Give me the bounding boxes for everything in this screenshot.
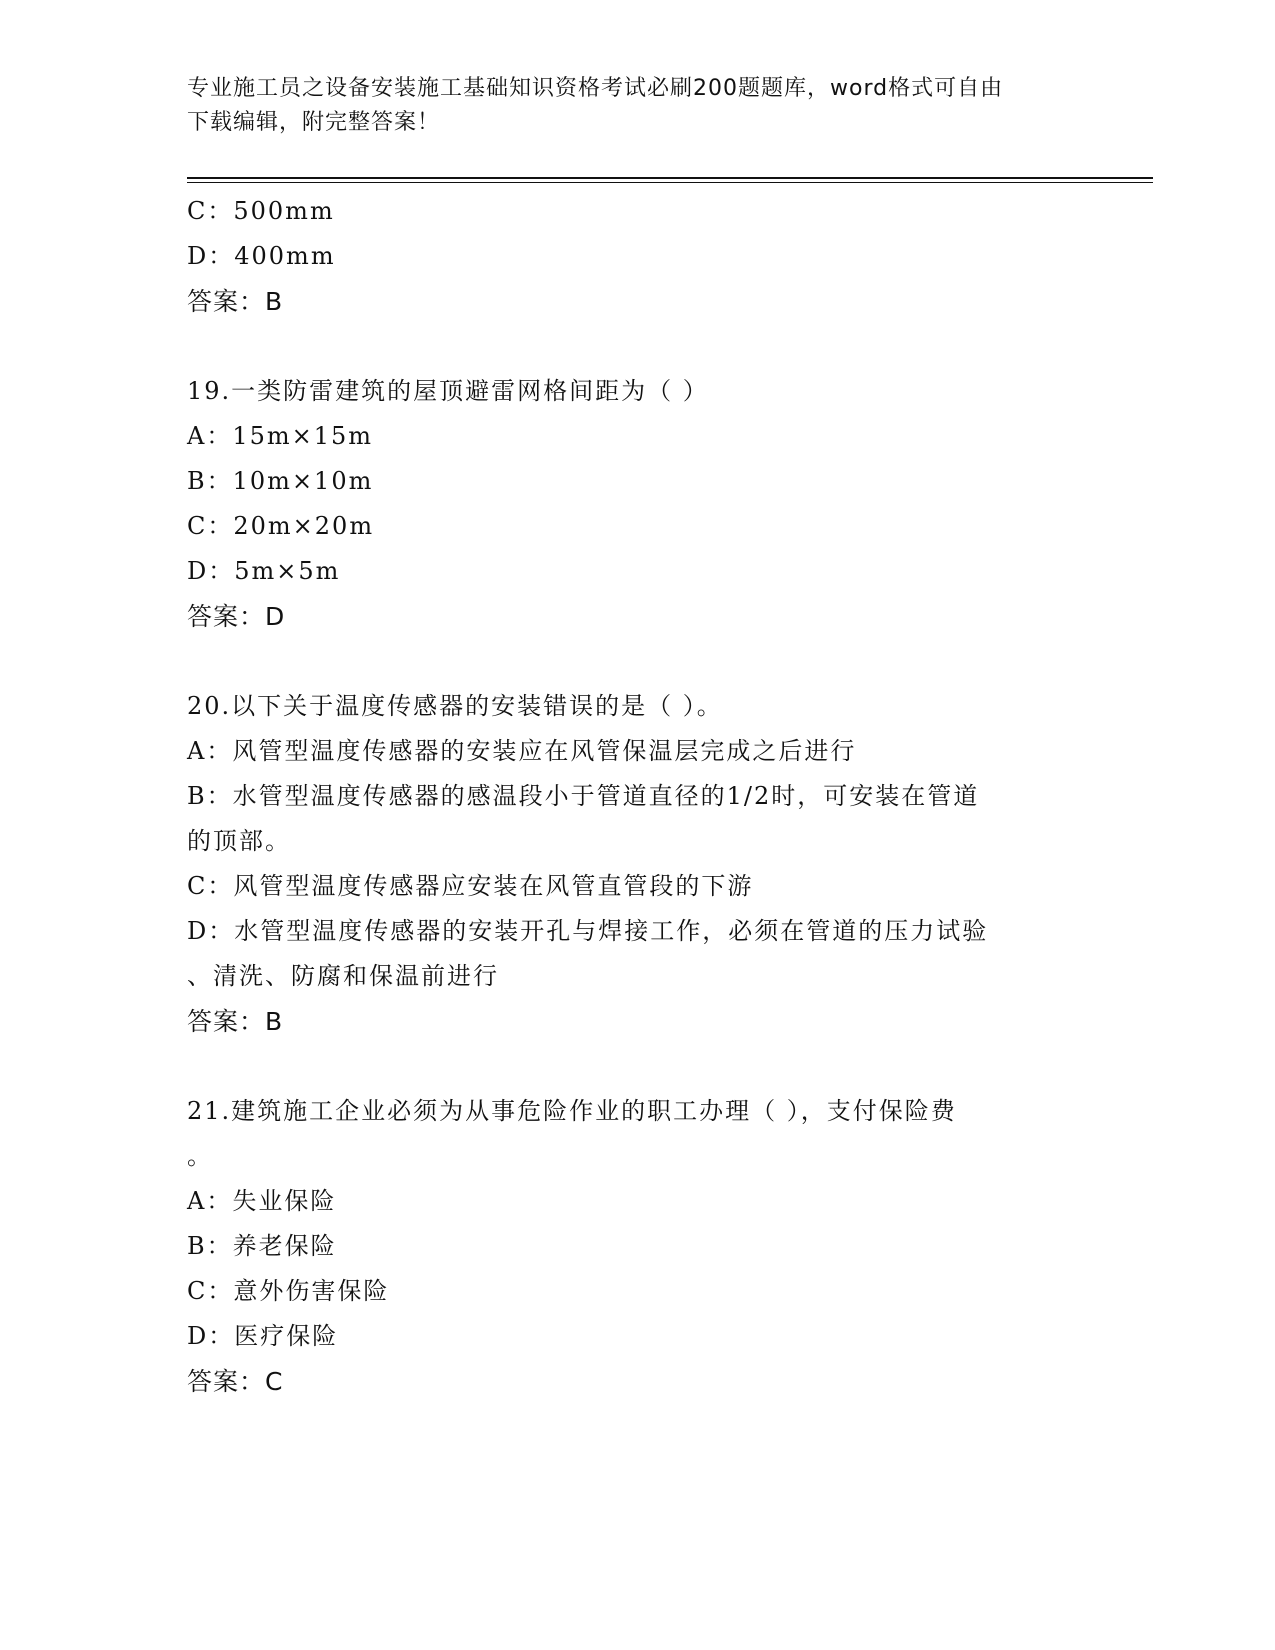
- option-label: A：: [187, 1187, 233, 1215]
- option-text: 5m×5m: [234, 557, 341, 585]
- option-text: 10m×10m: [232, 467, 374, 495]
- option-label: D：: [187, 1322, 235, 1350]
- answer: 答案：C: [187, 1367, 284, 1396]
- option-label: C：: [187, 872, 234, 900]
- option-label: D：: [187, 242, 235, 270]
- option-text: 400mm: [234, 242, 336, 270]
- option-b: [187, 1224, 1087, 1269]
- option-label: D：: [187, 557, 235, 585]
- answer: 答案：B: [187, 287, 284, 316]
- option-d: [187, 549, 1087, 594]
- option-text: 养老保险: [232, 1232, 337, 1260]
- option-label: C：: [187, 1277, 234, 1305]
- option-text: 15m×15m: [232, 422, 374, 450]
- option-text: 水管型温度传感器的感温段小于管道直径的1/2时，可安装在管道: [232, 782, 980, 810]
- option-a: [187, 1179, 1087, 1224]
- option-label: B：: [187, 1232, 233, 1260]
- option-text: 水管型温度传感器的安装开孔与焊接工作，必须在管道的压力试验: [234, 917, 989, 945]
- question-18-tail: [187, 189, 1087, 324]
- option-c: [187, 189, 1087, 234]
- option-a: [187, 729, 1087, 774]
- answer: 答案：D: [187, 602, 286, 631]
- question-20: [187, 684, 1087, 1044]
- option-d: [187, 1314, 1087, 1359]
- option-text: 风管型温度传感器的安装应在风管保温层完成之后进行: [232, 737, 857, 765]
- question-21: [187, 1089, 1087, 1404]
- question-stem-continued: 。: [187, 1142, 213, 1170]
- question-stem: 19.一类防雷建筑的屋顶避雷网格间距为（ ）: [187, 377, 709, 405]
- option-text: 医疗保险: [234, 1322, 339, 1350]
- option-c: [187, 1269, 1087, 1314]
- option-text: 500mm: [233, 197, 335, 225]
- option-label: B：: [187, 467, 233, 495]
- option-c: [187, 864, 1087, 909]
- option-b-continued: 的顶部。: [187, 827, 291, 855]
- question-list: [187, 189, 1087, 1404]
- option-d: [187, 909, 1087, 954]
- option-text: 意外伤害保险: [233, 1277, 390, 1305]
- option-label: C：: [187, 197, 234, 225]
- option-d-continued: 、清洗、防腐和保温前进行: [187, 962, 499, 990]
- header-rule-thin: [187, 182, 1153, 183]
- header-title-line-2: 下载编辑，附完整答案！: [187, 110, 441, 135]
- header-title-line-1: 专业施工员之设备安装施工基础知识资格考试必刷200题题库，word格式可自由: [187, 76, 1004, 101]
- option-b: [187, 774, 1087, 819]
- question-stem: 20.以下关于温度传感器的安装错误的是（ ）。: [187, 692, 723, 720]
- option-text: 20m×20m: [233, 512, 375, 540]
- option-label: C：: [187, 512, 234, 540]
- answer: 答案：B: [187, 1007, 284, 1036]
- option-c: [187, 504, 1087, 549]
- document-header: [187, 72, 1067, 140]
- option-label: A：: [187, 737, 233, 765]
- header-rule-thick: [187, 177, 1153, 179]
- option-a: [187, 414, 1087, 459]
- question-19: [187, 369, 1087, 639]
- option-label: D：: [187, 917, 235, 945]
- option-text: 风管型温度传感器应安装在风管直管段的下游: [233, 872, 754, 900]
- option-d: [187, 234, 1087, 279]
- question-stem: 21.建筑施工企业必须为从事危险作业的职工办理（ ），支付保险费: [187, 1097, 957, 1125]
- option-b: [187, 459, 1087, 504]
- option-text: 失业保险: [232, 1187, 337, 1215]
- option-label: A：: [187, 422, 233, 450]
- option-label: B：: [187, 782, 233, 810]
